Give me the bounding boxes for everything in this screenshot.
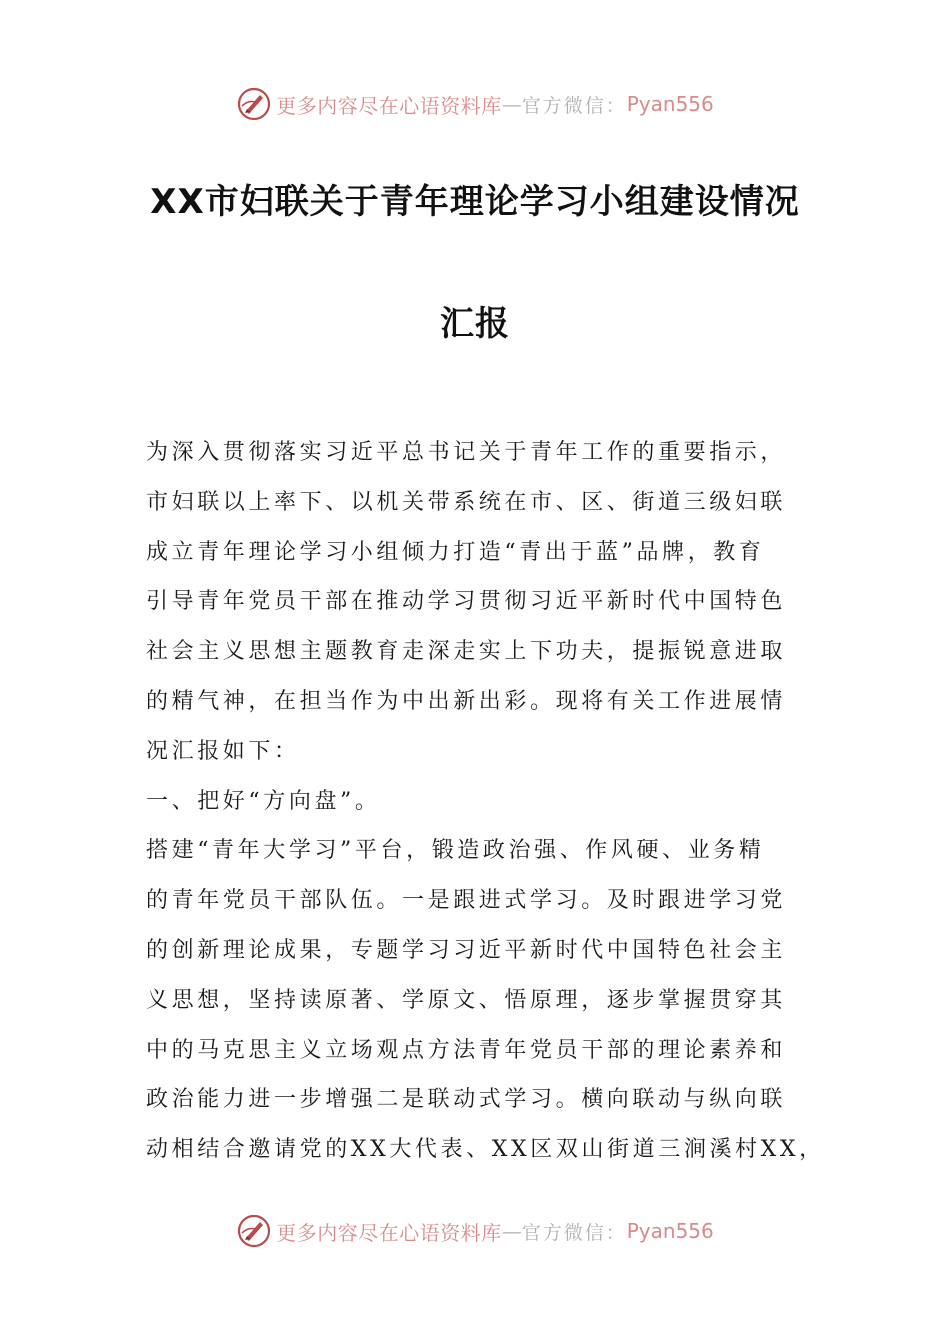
- pen-logo-icon: [236, 86, 272, 122]
- banner-wechat-label: 官方微信：: [521, 94, 627, 117]
- banner-separator: —: [501, 92, 522, 116]
- document-title: XX市妇联关于青年理论学习小组建设情况: [150, 182, 800, 222]
- banner-slogan: 更多内容尽在心语资料库: [276, 1220, 502, 1245]
- body-line: 义思想，坚持读原著、学原文、悟原理，逐步掌握贯穿其: [146, 987, 787, 1013]
- header-banner: [0, 84, 950, 124]
- document-title-continued: 汇报: [440, 304, 510, 344]
- banner-slogan: 更多内容尽在心语资料库: [276, 93, 502, 118]
- body-line: 成立青年理论学习小组倾力打造“青出于蓝”品牌，教育: [146, 539, 765, 565]
- body-line: 的青年党员干部队伍。一是跟进式学习。及时跟进学习党: [146, 888, 787, 914]
- footer-banner: [0, 1211, 950, 1251]
- body-line: 搭建“青年大学习”平台，锻造政治强、作风硬、业务精: [146, 838, 765, 864]
- banner-wechat-id: Pyan556: [626, 1219, 714, 1243]
- body-line: 况汇报如下：: [146, 738, 300, 764]
- body-line: 引导青年党员干部在推动学习贯彻习近平新时代中国特色: [146, 589, 787, 615]
- section-heading: 一、把好“方向盘”。: [146, 788, 381, 814]
- document-body: [146, 428, 825, 1175]
- body-line: 中的马克思主义立场观点方法青年党员干部的理论素养和: [146, 1037, 787, 1063]
- banner-separator: —: [501, 1219, 522, 1243]
- pen-logo-icon: [236, 1213, 272, 1249]
- body-line: 政治能力进一步增强二是联动式学习。横向联动与纵向联: [146, 1087, 787, 1113]
- body-line: 市妇联以上率下、以机关带系统在市、区、街道三级妇联: [146, 489, 787, 515]
- body-line: 的创新理论成果，专题学习习近平新时代中国特色社会主: [146, 937, 787, 963]
- body-line: 为深入贯彻落实习近平总书记关于青年工作的重要指示，: [146, 440, 787, 465]
- body-line: 社会主义思想主题教育走深走实上下功夫，提振锐意进取: [146, 639, 787, 665]
- banner-wechat-id: Pyan556: [626, 92, 714, 116]
- body-line: 动相结合邀请党的XX大代表、XX区双山街道三涧溪村XX，: [146, 1137, 825, 1163]
- body-line: 的精气神，在担当作为中出新出彩。现将有关工作进展情: [146, 688, 787, 714]
- banner-wechat-label: 官方微信：: [521, 1221, 627, 1244]
